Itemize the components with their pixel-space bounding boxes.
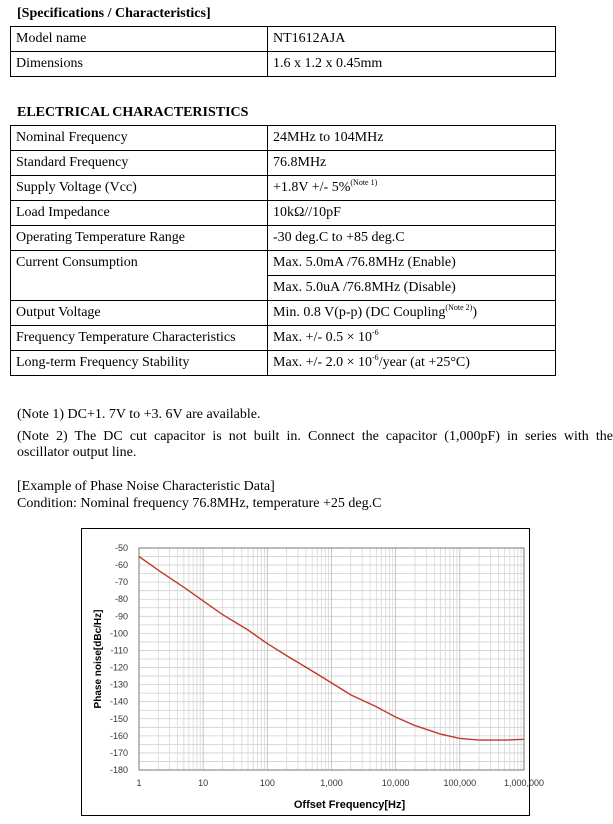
table-row — [11, 176, 556, 201]
freq-temp-exponent: -6 — [372, 328, 379, 337]
table-row — [11, 326, 556, 351]
output-voltage-label: Output Voltage — [11, 301, 268, 326]
spec-value-dimensions: 1.6 x 1.2 x 0.45mm — [268, 52, 556, 77]
nominal-frequency-label: Nominal Frequency — [11, 126, 268, 151]
spec-value-model: NT1612AJA — [268, 27, 556, 52]
supply-voltage-cell — [268, 176, 556, 201]
freq-temp-label: Frequency Temperature Characteristics — [11, 326, 268, 351]
output-voltage-cell — [268, 301, 556, 326]
y-tick-label: -110 — [110, 645, 128, 656]
standard-frequency-value: 76.8MHz — [268, 151, 556, 176]
freq-temp-cell — [268, 326, 556, 351]
current-consumption-disable: Max. 5.0uA /76.8MHz (Disable) — [268, 276, 556, 301]
supply-voltage-label: Supply Voltage (Vcc) — [11, 176, 268, 201]
current-consumption-label: Current Consumption — [11, 251, 268, 301]
y-tick-label: -180 — [109, 765, 128, 775]
output-voltage-note: (Note 2) — [445, 303, 473, 312]
x-tick-label: 1 — [136, 778, 142, 788]
table-row — [11, 52, 556, 77]
supply-voltage-note: (Note 1) — [350, 178, 378, 187]
y-tick-label: -90 — [114, 611, 128, 622]
y-axis-ticks — [110, 543, 128, 775]
freq-temp-value: Max. +/- 0.5 × 10 — [273, 330, 373, 345]
note-1: (Note 1) DC+1. 7V to +3. 6V are available. — [17, 407, 261, 422]
spec-table — [10, 26, 556, 77]
long-term-cell — [268, 351, 556, 376]
note-2-line-1: (Note 2) The DC cut capacitor is not built in. Connect the capacitor (1,000pF) in series with the — [17, 429, 613, 444]
y-tick-label: -100 — [109, 628, 128, 639]
spec-heading: [Specifications / Characteristics] — [17, 6, 211, 21]
electrical-table — [10, 125, 556, 376]
long-term-suffix: /year (at +25°C) — [378, 355, 470, 370]
x-axis-label: Offset Frequency[Hz] — [293, 799, 406, 811]
operating-temperature-value: -30 deg.C to +85 deg.C — [268, 226, 556, 251]
y-tick-label: -160 — [109, 730, 128, 741]
phase-noise-condition: Condition: Nominal frequency 76.8MHz, temperature +25 deg.C — [17, 496, 382, 511]
y-tick-label: -120 — [109, 662, 128, 673]
y-tick-label: -70 — [114, 577, 128, 588]
long-term-label: Long-term Frequency Stability — [11, 351, 268, 376]
table-row — [11, 251, 556, 276]
supply-voltage-value: +1.8V +/- 5% — [273, 180, 351, 195]
load-impedance-value: 10kΩ//10pF — [268, 201, 556, 226]
x-tick-label: 1,000 — [320, 778, 343, 788]
x-tick-label: 1,000,000 — [503, 778, 545, 788]
output-voltage-suffix: ) — [472, 305, 477, 320]
phase-noise-title: [Example of Phase Noise Characteristic Data] — [17, 479, 275, 494]
operating-temperature-label: Operating Temperature Range — [11, 226, 268, 251]
table-row — [11, 151, 556, 176]
y-tick-label: -140 — [109, 696, 128, 707]
y-tick-label: -60 — [114, 560, 128, 571]
y-axis-label: Phase noise[dBc/Hz] — [93, 609, 104, 709]
load-impedance-label: Load Impedance — [11, 201, 268, 226]
phase-noise-chart-frame — [81, 528, 545, 816]
x-tick-label: 10,000 — [381, 778, 410, 788]
y-tick-label: -150 — [109, 713, 128, 724]
electrical-heading: ELECTRICAL CHARACTERISTICS — [17, 105, 249, 120]
y-tick-label: -170 — [109, 747, 128, 758]
y-tick-label: -80 — [114, 594, 128, 605]
spec-label-model: Model name — [11, 27, 268, 52]
phase-noise-chart — [82, 529, 545, 815]
x-axis-ticks — [136, 778, 544, 788]
current-consumption-enable: Max. 5.0mA /76.8MHz (Enable) — [268, 251, 556, 276]
note-2-line-2: oscillator output line. — [17, 445, 137, 460]
nominal-frequency-value: 24MHz to 104MHz — [268, 126, 556, 151]
standard-frequency-label: Standard Frequency — [11, 151, 268, 176]
table-row — [11, 351, 556, 376]
long-term-exponent: -6 — [372, 353, 379, 362]
table-row — [11, 226, 556, 251]
spec-label-dimensions: Dimensions — [11, 52, 268, 77]
table-row — [11, 201, 556, 226]
long-term-value: Max. +/- 2.0 × 10 — [273, 355, 373, 370]
x-tick-label: 100 — [259, 778, 275, 788]
output-voltage-value: Min. 0.8 V(p-p) (DC Coupling — [273, 305, 446, 320]
y-tick-label: -50 — [114, 543, 128, 553]
chart-grid — [139, 548, 524, 770]
table-row — [11, 126, 556, 151]
y-tick-label: -130 — [109, 679, 128, 690]
x-tick-label: 10 — [198, 778, 209, 788]
table-row — [11, 27, 556, 52]
table-row — [11, 301, 556, 326]
x-tick-label: 100,000 — [443, 778, 477, 788]
